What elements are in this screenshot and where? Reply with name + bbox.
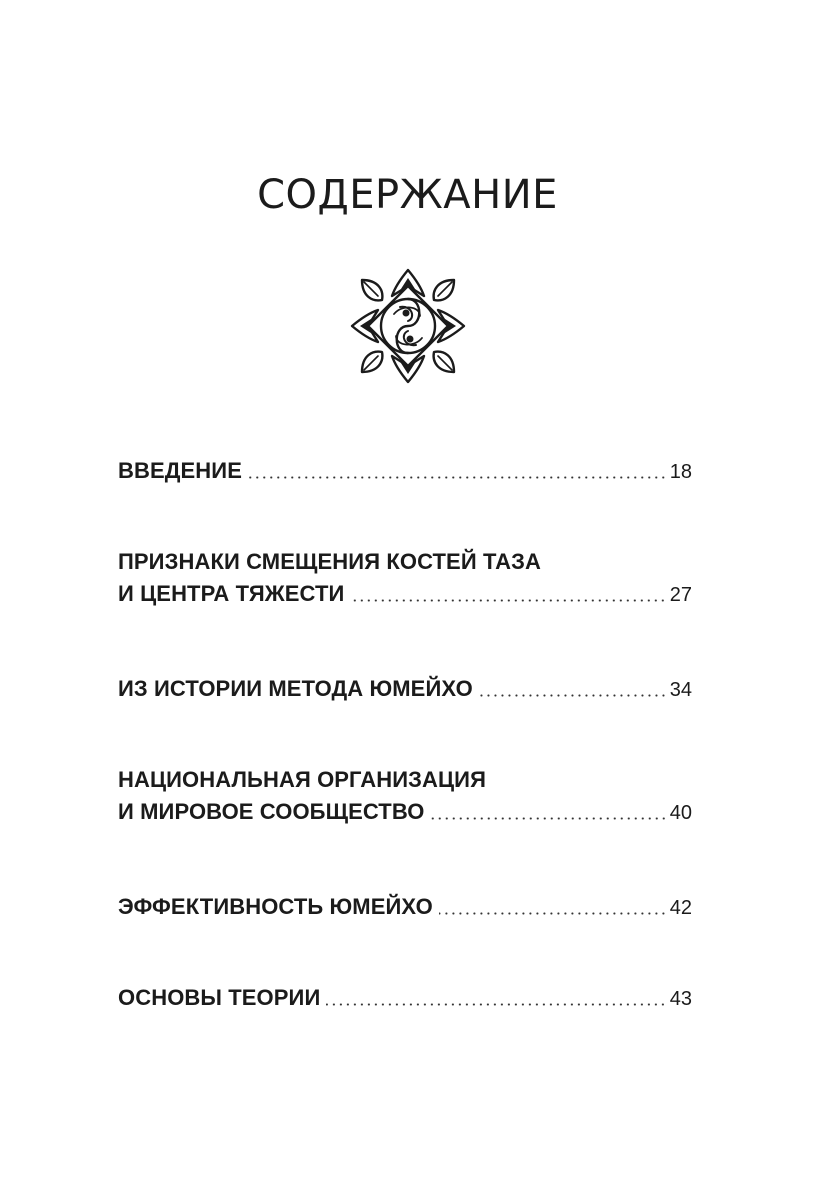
- toc-page-number: 40: [669, 802, 692, 824]
- toc-line: [118, 796, 692, 828]
- dot-leader: [431, 816, 667, 820]
- dot-leader: [326, 1002, 666, 1006]
- toc-page-number: 34: [669, 679, 692, 701]
- toc-entry-title-continued: И МИРОВОЕ СООБЩЕСТВО: [118, 799, 425, 824]
- toc-line: [118, 891, 692, 923]
- toc-entry-title: ПРИЗНАКИ СМЕЩЕНИЯ КОСТЕЙ ТАЗА: [118, 549, 541, 574]
- toc-entry-title: ВВЕДЕНИЕ: [118, 458, 242, 483]
- toc-page-number: 27: [669, 584, 692, 606]
- dot-leader: [350, 598, 666, 602]
- toc-line: [118, 764, 692, 796]
- toc-entry[interactable]: [118, 982, 692, 1014]
- toc-page-number: 42: [669, 897, 692, 919]
- dot-leader: [439, 911, 667, 915]
- toc-entry-title: ЭФФЕКТИВНОСТЬ ЮМЕЙХО: [118, 894, 433, 919]
- toc-page-number: 43: [669, 988, 692, 1010]
- toc-entry-title: ИЗ ИСТОРИИ МЕТОДА ЮМЕЙХО: [118, 676, 473, 701]
- toc-page-number: 18: [669, 461, 692, 483]
- toc-line: [118, 546, 692, 578]
- toc-entry-title: ОСНОВЫ ТЕОРИИ: [118, 985, 321, 1010]
- toc-entry[interactable]: [118, 764, 692, 828]
- toc-entry-title: НАЦИОНАЛЬНАЯ ОРГАНИЗАЦИЯ: [118, 767, 486, 792]
- toc-line: [118, 455, 692, 487]
- toc-line: [118, 673, 692, 705]
- dot-leader: [479, 693, 667, 697]
- toc-entry[interactable]: [118, 673, 692, 705]
- yin-yang-lotus-icon: [350, 268, 466, 384]
- page-title: СОДЕРЖАНИЕ: [257, 172, 558, 218]
- toc-entry[interactable]: [118, 455, 692, 487]
- toc-entry[interactable]: [118, 546, 692, 610]
- toc-line: [118, 578, 692, 610]
- toc-entry[interactable]: [118, 891, 692, 923]
- toc-entry-title-continued: И ЦЕНТРА ТЯЖЕСТИ: [118, 581, 345, 606]
- toc-line: [118, 982, 692, 1014]
- dot-leader: [248, 475, 667, 479]
